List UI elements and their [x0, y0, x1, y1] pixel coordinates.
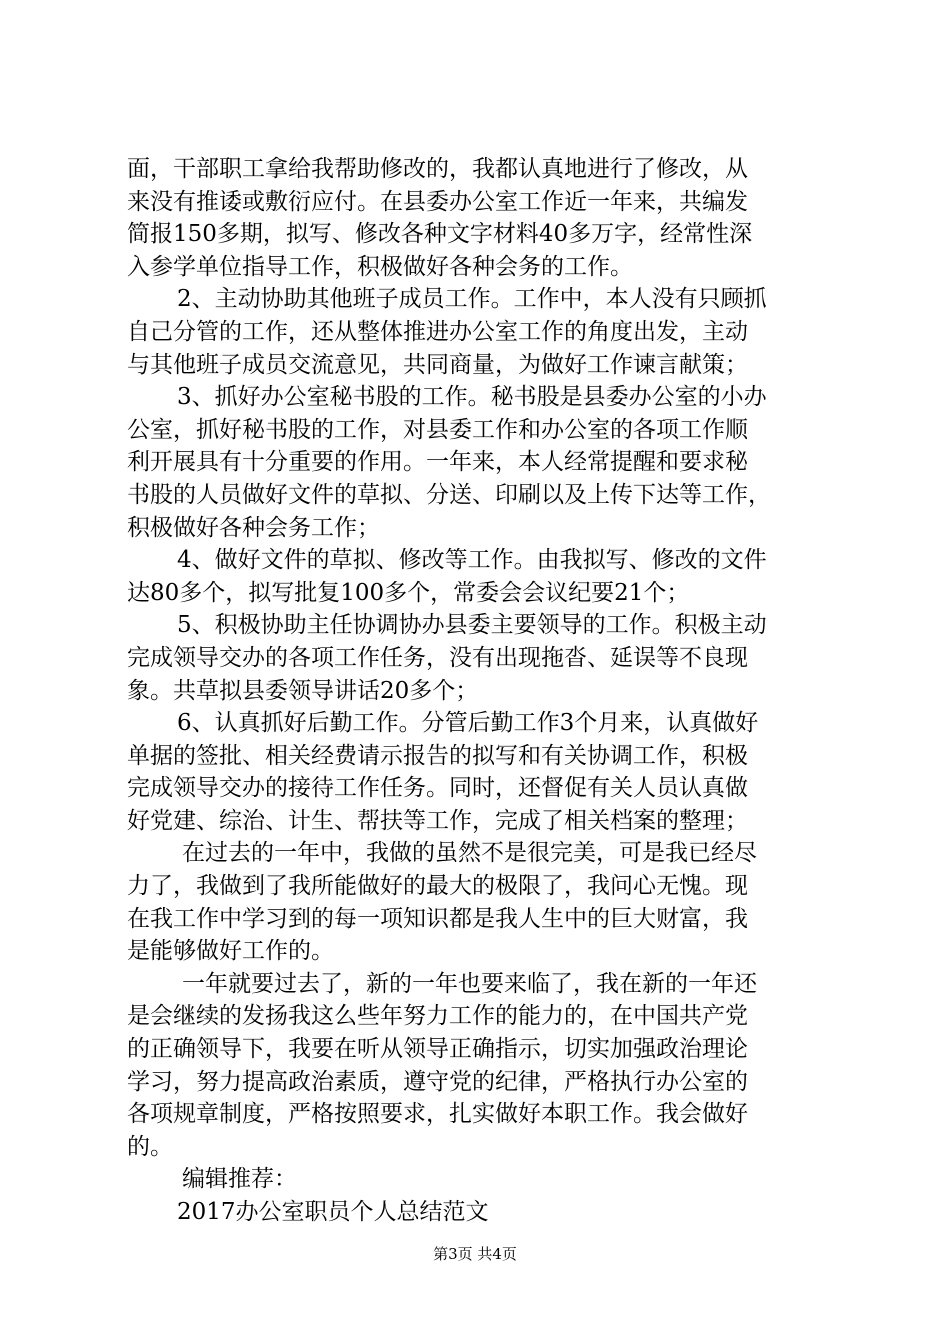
page-footer: [0, 1244, 950, 1264]
text-line: 完成领导交办的接待工作任务。同时，还督促有关人员认真做: [127, 775, 748, 802]
text-line: 自己分管的工作，还从整体推进办公室工作的角度出发，主动: [127, 318, 748, 345]
text-line: 公室，抓好秘书股的工作，对县委工作和办公室的各项工作顺: [127, 416, 748, 443]
paragraph-first-line: 一年就要过去了，新的一年也要来临了，我在新的一年还: [182, 970, 757, 997]
text-line: 完成领导交办的各项工作任务，没有出现拖沓、延误等不良现: [127, 644, 748, 671]
text-line: 简报150多期，拟写、修改各种文字材料40多万字，经常性深: [127, 221, 753, 248]
text-line: 是会继续的发扬我这么些年努力工作的能力的，在中国共产党: [127, 1003, 748, 1030]
text-line: 各项规章制度，严格按照要求，扎实做好本职工作。我会做好: [127, 1101, 748, 1128]
paragraph-first-line: 6、认真抓好后勤工作。分管后勤工作3个月来，认真做好: [177, 710, 759, 737]
text-line: 积极做好各种会务工作；: [127, 514, 380, 541]
recommended-article-title: 2017办公室职员个人总结范文: [177, 1199, 489, 1225]
text-line: 来没有推诿或敷衍应付。在县委办公室工作近一年来，共编发: [127, 188, 748, 215]
text-line: 单据的签批、相关经费请示报告的拟写和有关协调工作，积极: [127, 742, 748, 769]
text-line: 书股的人员做好文件的草拟、分送、印刷以及上传下达等工作，: [127, 481, 771, 508]
text-line: 力了，我做到了我所能做好的最大的极限了，我问心无愧。现: [127, 873, 748, 900]
text-line: 好党建、综治、计生、帮扶等工作，完成了相关档案的整理；: [127, 807, 748, 834]
text-line: 与其他班子成员交流意见，共同商量，为做好工作谏言献策；: [127, 351, 748, 378]
paragraph-first-line: 5、积极协助主任协调协办县委主要领导的工作。积极主动: [177, 612, 767, 639]
text-line: 达80多个，拟写批复100多个，常委会会议纪要21个；: [127, 579, 690, 606]
paragraph-first-line: 在过去的一年中，我做的虽然不是很完美，可是我已经尽: [182, 840, 757, 867]
page-indicator: 第3页 共4页: [433, 1245, 517, 1263]
text-line: 在我工作中学习到的每一项知识都是我人生中的巨大财富，我: [127, 905, 748, 932]
text-line: 象。共草拟县委领导讲话20多个；: [127, 677, 479, 704]
text-line: 面，干部职工拿给我帮助修改的，我都认真地进行了修改，从: [127, 156, 748, 182]
text-line: 的正确领导下，我要在听从领导正确指示，切实加强政治理论: [127, 1036, 748, 1063]
text-line: 利开展具有十分重要的作用。一年来，本人经常提醒和要求秘: [127, 449, 748, 476]
document-body: [127, 153, 839, 1229]
text-line: 的。: [127, 1133, 173, 1160]
editor-recommend-label: 编辑推荐：: [182, 1166, 297, 1193]
paragraph-first-line: 3、抓好办公室秘书股的工作。秘书股是县委办公室的小办: [177, 384, 767, 411]
paragraph-first-line: 4、做好文件的草拟、修改等工作。由我拟写、修改的文件: [177, 547, 767, 574]
text-line: 是能够做好工作的。: [127, 938, 334, 965]
text-line: 入参学单位指导工作，积极做好各种会务的工作。: [127, 253, 633, 280]
text-line: 学习，努力提高政治素质，遵守党的纪律，严格执行办公室的: [127, 1068, 748, 1095]
paragraph-first-line: 2、主动协助其他班子成员工作。工作中，本人没有只顾抓: [177, 286, 767, 313]
